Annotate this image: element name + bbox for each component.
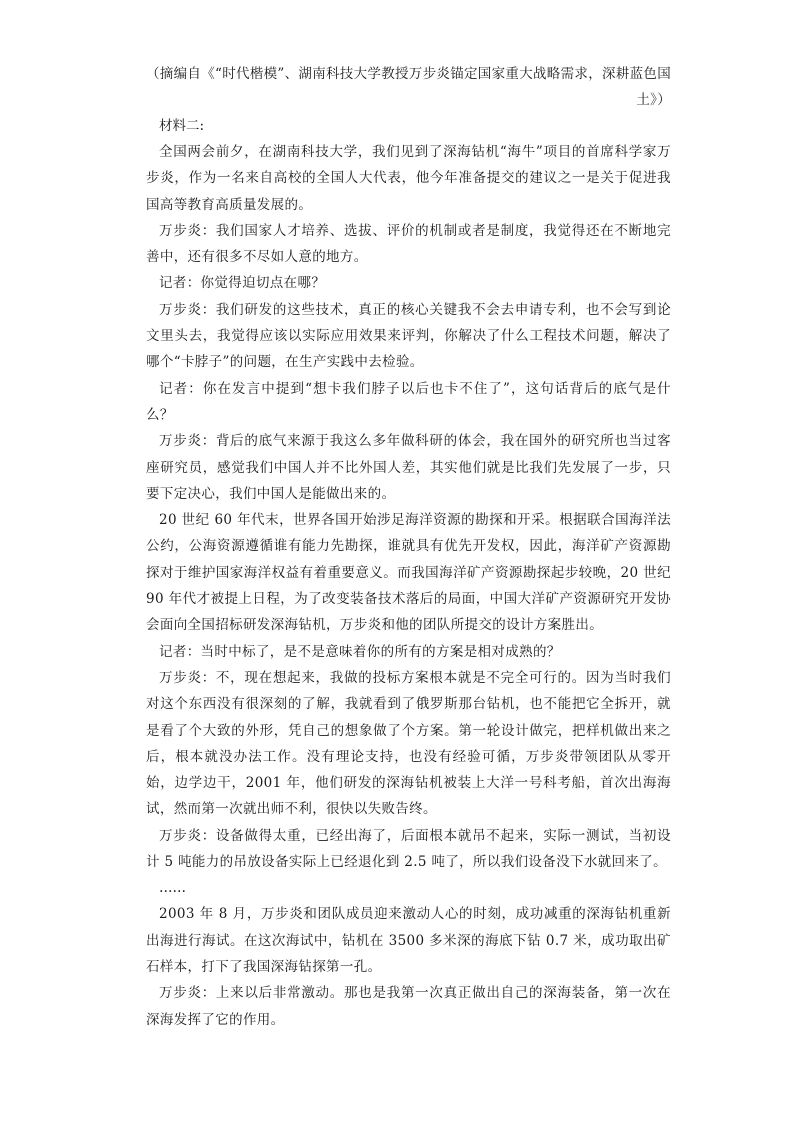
paragraph: 万步炎：上来以后非常激动。那也是我第一次真正做出自己的深海装备，第一次在深海发挥了它的作用。 [146,985,671,1028]
paragraph: 20 世纪 60 年代末，世界各国开始涉足海洋资源的勘探和开采。根据联合国海洋法公约，公海资源遵循谁有能力先勘探，谁就具有优先开发权，因此，海洋矿产资源勘探对于维护国家海洋权益有着重要意义。而我国海洋矿产资源勘探起步较晚，20 世纪 90 年代才被提上日程，为了改变装备技术落后的局面，中国大洋矿产资源研究开发协会面向全国招标研发深海钻机，万步炎和他的团队所提交的设计方案胜出。 [146,512,671,634]
document-page [146,61,671,1033]
paragraph: 记者：当时中标了，是不是意味着你的所有的方案是相对成熟的？ [159,643,561,660]
paragraph: 万步炎：我们国家人才培养、选拔、评价的机制或者是制度，我觉得还在不断地完善中，还有很多不尽如人意的地方。 [146,222,671,266]
paragraph: 万步炎：我们研发的这些技术，真正的核心关键我不会去申请专利，也不会写到论文里头去，我觉得应该以实际应用效果来评判，你解决了什么工程技术问题，解决了哪个“卡脖子”的问题，在生产实践中去检验。 [146,301,671,371]
paragraph: 万步炎：背后的底气来源于我这么多年做科研的体会，我在国外的研究所也当过客座研究员，感觉我们中国人并不比外国人差，其实他们就是比我们先发展了一步，只要下定决心，我们中国人是能做出来的。 [146,433,671,502]
paragraph: 万步炎：不，现在想起来，我做的投标方案根本就是不完全可行的。因为当时我们对这个东西没有很深刻的了解，我就看到了俄罗斯那台钻机，也不能把它全拆开，就是看了个大致的外形，凭自己的想象做了个方案。第一轮设计做完，把样机做出来之后，根本就没办法工作。没有理论支持，也没有经验可循，万步炎带领团队从零开始，边学边干，2001 年，他们研发的深海钻机被装上大洋一号科考船，首次出海海试，然而第一次就出师不利，很快以失败告终。 [146,669,671,818]
paragraph: 记者：你在发言中提到“想卡我们脖子以后也卡不住了”，这句话背后的底气是什么？ [146,380,671,423]
section-label: 材料二: [159,118,205,134]
paragraph: 全国两会前夕，在湖南科技大学，我们见到了深海钻机“海牛”项目的首席科学家万步炎，作为一名来自高校的全国人大代表，他今年准备提交的建议之一是关于促进我国高等教育高质量发展的。 [146,144,671,213]
paragraph: 万步炎：设备做得太重，已经出海了，后面根本就吊不起来，实际一测试，当初设计 5 吨能力的吊放设备实际上已经退化到 2.5 吨了，所以我们设备没下水就回来了。 [146,827,671,871]
paragraph: 2003 年 8 月，万步炎和团队成员迎来激动人心的时刻，成功减重的深海钻机重新出海进行海试。在这次海试中，钻机在 3500 多米深的海底下钻 0.7 米，成功取出矿石样本，打下了我国深海钻探第一孔。 [146,906,671,975]
ellipsis: …… [159,880,186,897]
paragraph: 记者：你觉得迫切点在哪？ [159,275,326,292]
source-citation: （摘编自《“时代楷模”、湖南科技大学教授万步炎锚定国家重大战略需求，深耕蓝色国土》） [146,66,672,108]
